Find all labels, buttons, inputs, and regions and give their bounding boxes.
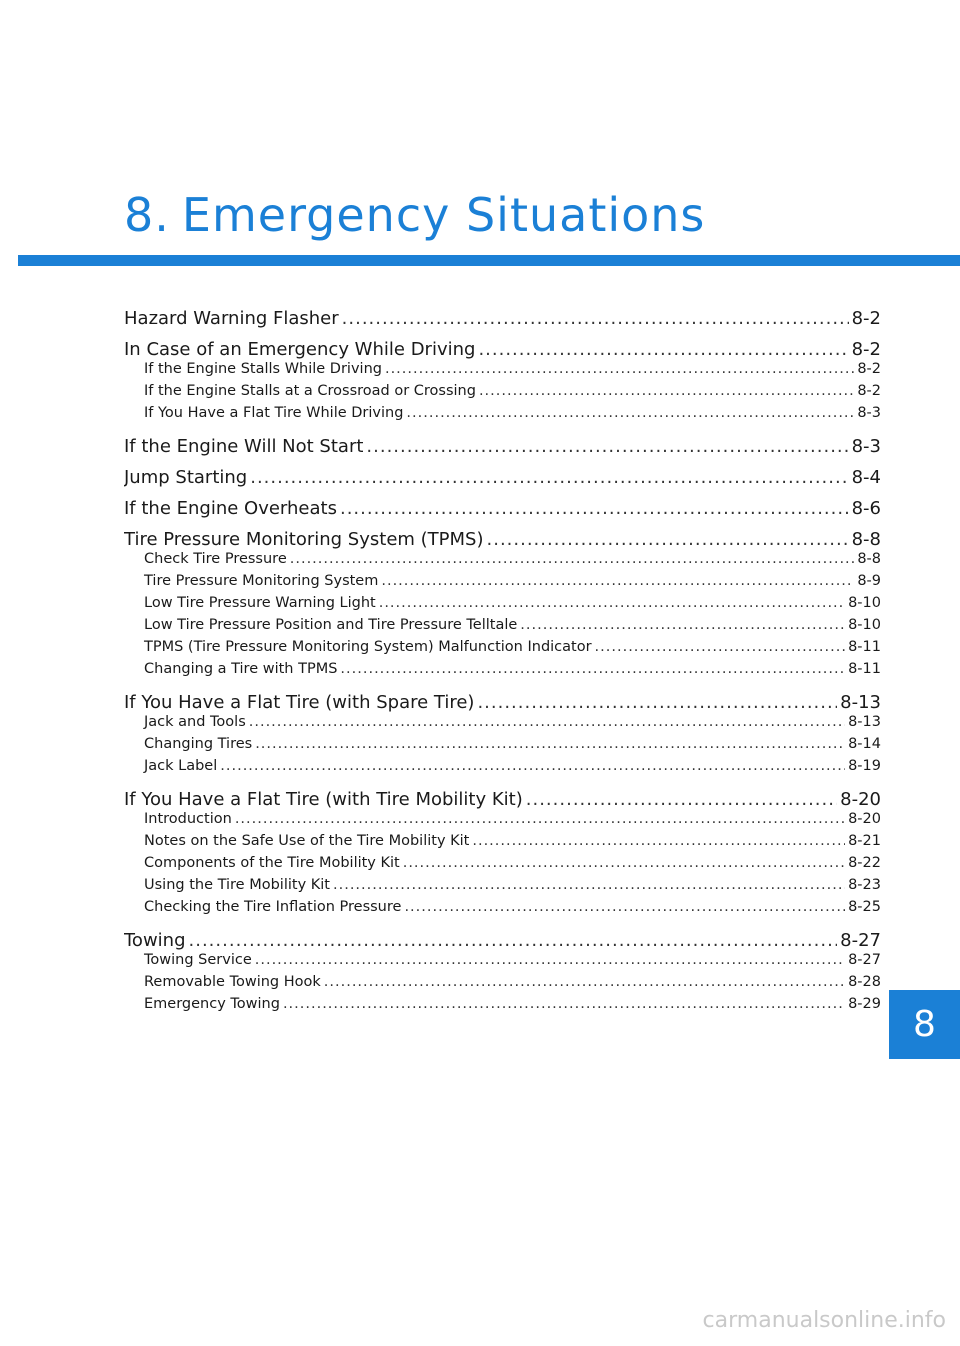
toc-entry-page: 8-4 bbox=[851, 467, 881, 488]
toc-entry-label: If the Engine Stalls at a Crossroad or Crossing bbox=[144, 383, 476, 399]
toc-entry-page: 8-13 bbox=[848, 714, 881, 730]
toc-entry-page: 8-13 bbox=[840, 692, 881, 713]
toc-subsection-entry[interactable] bbox=[124, 996, 881, 1018]
toc-entry-page: 8-29 bbox=[848, 996, 881, 1012]
toc-entry-label: If You Have a Flat Tire (with Tire Mobility Kit) bbox=[124, 789, 523, 810]
toc-subsection-entry[interactable] bbox=[124, 952, 881, 974]
toc-entry-page: 8-2 bbox=[851, 308, 881, 329]
toc-entry-page: 8-6 bbox=[851, 498, 881, 519]
toc-entry-page: 8-2 bbox=[857, 361, 881, 377]
toc-entry-label: If the Engine Will Not Start bbox=[124, 436, 364, 457]
toc-entry-page: 8-28 bbox=[848, 974, 881, 990]
toc-dot-leader bbox=[283, 996, 845, 1012]
toc-entry-page: 8-19 bbox=[848, 758, 881, 774]
toc-entry-page: 8-11 bbox=[848, 639, 881, 655]
toc-entry-label: If the Engine Stalls While Driving bbox=[144, 361, 382, 377]
toc-subsection-entry[interactable] bbox=[124, 855, 881, 877]
toc-entry-label: Jump Starting bbox=[124, 467, 248, 488]
toc-section-entry[interactable] bbox=[124, 498, 881, 520]
toc-entry-label: Low Tire Pressure Warning Light bbox=[144, 595, 376, 611]
toc-entry-label: Hazard Warning Flasher bbox=[124, 308, 339, 329]
toc-entry-label: Low Tire Pressure Position and Tire Pressure Telltale bbox=[144, 617, 518, 633]
toc-entry-label: Towing Service bbox=[144, 952, 252, 968]
toc-entry-page: 8-8 bbox=[851, 529, 881, 550]
toc-entry-label: Components of the Tire Mobility Kit bbox=[144, 855, 400, 871]
toc-dot-leader bbox=[472, 833, 845, 849]
toc-subsection-entry[interactable] bbox=[124, 736, 881, 758]
toc-subsection-entry[interactable] bbox=[124, 573, 881, 595]
toc-entry-page: 8-23 bbox=[848, 877, 881, 893]
toc-subsection-entry[interactable] bbox=[124, 383, 881, 405]
chapter-number: 8. bbox=[124, 188, 170, 242]
toc-subsection-entry[interactable] bbox=[124, 639, 881, 661]
toc-entry-page: 8-3 bbox=[857, 405, 881, 421]
toc-subsection-entry[interactable] bbox=[124, 974, 881, 996]
toc-dot-leader bbox=[324, 974, 845, 990]
toc-dot-leader bbox=[385, 361, 854, 377]
toc-entry-page: 8-3 bbox=[851, 436, 881, 457]
toc-entry-page: 8-2 bbox=[851, 339, 881, 360]
toc-dot-leader bbox=[255, 736, 845, 752]
toc-entry-page: 8-21 bbox=[848, 833, 881, 849]
toc-subsection-entry[interactable] bbox=[124, 877, 881, 899]
toc-section-entry[interactable] bbox=[124, 467, 881, 489]
toc-dot-leader bbox=[340, 661, 845, 677]
toc-dot-leader bbox=[342, 308, 849, 329]
toc-dot-leader bbox=[290, 551, 855, 567]
toc-entry-page: 8-25 bbox=[848, 899, 881, 915]
toc-entry-page: 8-10 bbox=[848, 595, 881, 611]
toc-entry-page: 8-8 bbox=[857, 551, 881, 567]
toc-entry-page: 8-10 bbox=[848, 617, 881, 633]
toc-entry-page: 8-20 bbox=[840, 789, 881, 810]
toc-entry-label: Using the Tire Mobility Kit bbox=[144, 877, 330, 893]
toc-entry-label: Checking the Tire Inflation Pressure bbox=[144, 899, 402, 915]
toc-dot-leader bbox=[366, 436, 848, 457]
toc-dot-leader bbox=[477, 692, 837, 713]
toc-section-entry[interactable] bbox=[124, 692, 881, 714]
toc-dot-leader bbox=[381, 573, 854, 589]
toc-dot-leader bbox=[379, 595, 845, 611]
toc-dot-leader bbox=[333, 877, 845, 893]
toc-section-entry[interactable] bbox=[124, 308, 881, 330]
toc-entry-label: If You Have a Flat Tire While Driving bbox=[144, 405, 404, 421]
toc-entry-page: 8-2 bbox=[857, 383, 881, 399]
toc-dot-leader bbox=[403, 855, 845, 871]
toc-entry-label: In Case of an Emergency While Driving bbox=[124, 339, 476, 360]
toc-section-entry[interactable] bbox=[124, 930, 881, 952]
toc-entry-label: Towing bbox=[124, 930, 186, 951]
chapter-name: Emergency Situations bbox=[181, 188, 706, 242]
toc-entry-label: If You Have a Flat Tire (with Spare Tire) bbox=[124, 692, 475, 713]
toc-subsection-entry[interactable] bbox=[124, 405, 881, 427]
chapter-side-tab[interactable]: 8 bbox=[889, 990, 960, 1059]
toc-subsection-entry[interactable] bbox=[124, 714, 881, 736]
toc-entry-page: 8-9 bbox=[857, 573, 881, 589]
toc-dot-leader bbox=[235, 811, 845, 827]
watermark: carmanualsonline.info bbox=[702, 1308, 946, 1333]
toc-dot-leader bbox=[220, 758, 845, 774]
toc-dot-leader bbox=[595, 639, 846, 655]
toc-dot-leader bbox=[520, 617, 845, 633]
toc-entry-label: Jack Label bbox=[144, 758, 218, 774]
toc-entry-label: Changing Tires bbox=[144, 736, 253, 752]
toc-dot-leader bbox=[340, 498, 849, 519]
toc-entry-page: 8-14 bbox=[848, 736, 881, 752]
toc-subsection-entry[interactable] bbox=[124, 899, 881, 921]
toc-section-entry[interactable] bbox=[124, 789, 881, 811]
toc-entry-page: 8-27 bbox=[840, 930, 881, 951]
toc-entry-label: Jack and Tools bbox=[144, 714, 246, 730]
toc-subsection-entry[interactable] bbox=[124, 617, 881, 639]
toc-subsection-entry[interactable] bbox=[124, 758, 881, 780]
toc-entry-label: Changing a Tire with TPMS bbox=[144, 661, 338, 677]
chapter-title bbox=[124, 188, 705, 242]
toc-dot-leader bbox=[249, 714, 845, 730]
toc-dot-leader bbox=[526, 789, 837, 810]
toc-dot-leader bbox=[479, 383, 854, 399]
toc-section-entry[interactable] bbox=[124, 529, 881, 551]
toc-dot-leader bbox=[478, 339, 848, 360]
toc-subsection-entry[interactable] bbox=[124, 361, 881, 383]
toc-subsection-entry[interactable] bbox=[124, 551, 881, 573]
toc-dot-leader bbox=[487, 529, 849, 550]
toc-dot-leader bbox=[404, 899, 845, 915]
toc-entry-page: 8-27 bbox=[848, 952, 881, 968]
toc-entry-label: Check Tire Pressure bbox=[144, 551, 287, 567]
toc-entry-label: Emergency Towing bbox=[144, 996, 280, 1012]
toc-entry-label: If the Engine Overheats bbox=[124, 498, 337, 519]
toc-entry-label: Removable Towing Hook bbox=[144, 974, 321, 990]
toc-dot-leader bbox=[255, 952, 845, 968]
toc-dot-leader bbox=[189, 930, 838, 951]
toc-dot-leader bbox=[406, 405, 854, 421]
toc-subsection-entry[interactable] bbox=[124, 595, 881, 617]
toc-entry-label: Introduction bbox=[144, 811, 232, 827]
toc-entry-label: Tire Pressure Monitoring System (TPMS) bbox=[124, 529, 484, 550]
toc-entry-label: TPMS (Tire Pressure Monitoring System) Malfunction Indicator bbox=[144, 639, 592, 655]
table-of-contents bbox=[124, 308, 881, 1018]
toc-entry-page: 8-22 bbox=[848, 855, 881, 871]
toc-section-entry[interactable] bbox=[124, 339, 881, 361]
toc-dot-leader bbox=[250, 467, 848, 488]
toc-entry-label: Notes on the Safe Use of the Tire Mobility Kit bbox=[144, 833, 470, 849]
toc-entry-page: 8-11 bbox=[848, 661, 881, 677]
title-underline-bar bbox=[18, 255, 960, 266]
toc-entry-page: 8-20 bbox=[848, 811, 881, 827]
toc-entry-label: Tire Pressure Monitoring System bbox=[144, 573, 379, 589]
toc-subsection-entry[interactable] bbox=[124, 661, 881, 683]
toc-subsection-entry[interactable] bbox=[124, 811, 881, 833]
toc-subsection-entry[interactable] bbox=[124, 833, 881, 855]
toc-section-entry[interactable] bbox=[124, 436, 881, 458]
